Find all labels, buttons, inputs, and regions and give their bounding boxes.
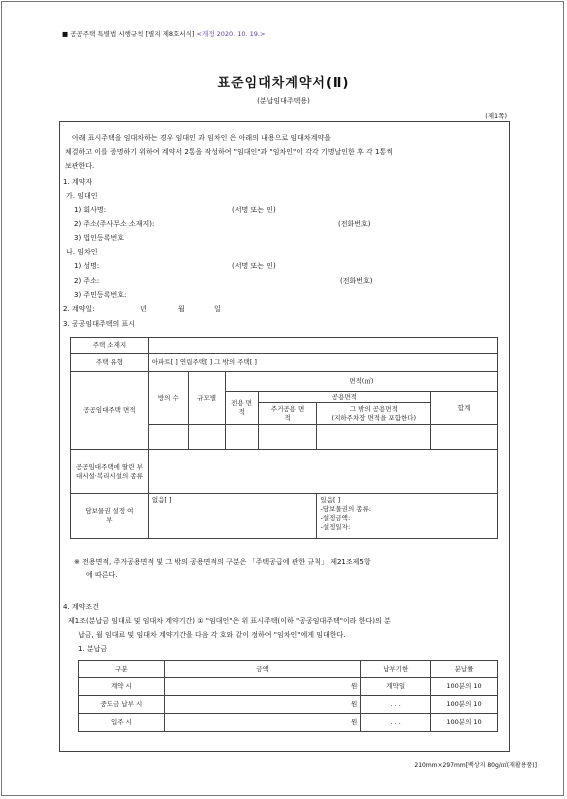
row-deadline: . . . xyxy=(361,696,431,714)
contract-year: 년 xyxy=(140,305,147,313)
location-value xyxy=(148,338,497,354)
common-area-header: 공용면적 xyxy=(258,392,431,403)
document-title: 표준임대차계약서(Ⅱ) xyxy=(217,76,350,91)
size-header: 규모별 xyxy=(188,372,225,425)
table-row xyxy=(79,678,498,696)
facilities-label: 공공임대주택에 딸린 부대시설·복리시설의 종류 xyxy=(71,450,149,494)
lessor-signature: (서명 또는 인) xyxy=(232,206,276,214)
lessor-reg-label: 3) 법인등록번호 xyxy=(74,234,124,242)
rooms-header: 방의 수 xyxy=(148,372,188,425)
row-rate: 100분의 10 xyxy=(431,678,498,696)
row-rate: 100분의 10 xyxy=(431,714,498,732)
other-common-value xyxy=(317,425,431,450)
col-deadline: 납부기한 xyxy=(361,661,431,678)
row-rate: 100분의 10 xyxy=(431,696,498,714)
row-label: 중도금 납부 시 xyxy=(79,696,165,714)
mortgage-present: 있음[ ] -담보물권의 종류: -설정금액: -설정일자: xyxy=(317,494,498,539)
exclusive-area-value xyxy=(225,425,258,450)
row-label: 계약 시 xyxy=(79,678,165,696)
size-value xyxy=(188,425,225,450)
revision-date: <개정 2020. 10. 19.> xyxy=(196,30,266,38)
contract-day: 일 xyxy=(214,305,221,313)
residential-common-header: 주거공용 면적 xyxy=(258,403,317,425)
parties-heading: 1. 계약자 xyxy=(63,178,93,186)
installment-heading: 1. 분납금 xyxy=(78,645,108,653)
type-options: 아파트[ ] 연립주택[ ] 그 밖의 주택[ ] xyxy=(148,354,497,372)
facilities-value xyxy=(148,450,497,494)
housing-table xyxy=(70,337,498,539)
area-header: 공공임대주택 면적 xyxy=(71,372,149,450)
exclusive-area-header: 전용 면적 xyxy=(225,392,258,425)
type-label: 주택 유형 xyxy=(71,354,149,372)
lessee-name-label: 1) 성명: xyxy=(74,262,100,270)
col-rate: 분납률 xyxy=(431,661,498,678)
note-line-2: 에 따른다. xyxy=(86,571,118,579)
installment-table xyxy=(78,660,498,732)
lessee-phone-label: (전화번호) xyxy=(340,277,373,285)
lessee-signature: (서명 또는 인) xyxy=(232,262,276,270)
row-deadline: . . . xyxy=(361,714,431,732)
table-row xyxy=(79,714,498,732)
contract-date-label: 2. 계약일: xyxy=(63,305,95,313)
lessee-address-label: 2) 주소: xyxy=(74,277,100,285)
paper-spec-footer: 210mm×297mm[백상지 80g/㎡(재활용품)] xyxy=(414,762,537,769)
lessor-address-label: 2) 주소(주사무소 소재지): xyxy=(74,220,155,228)
law-reference: ■ 공공주택 특별법 시행규칙 [별지 제8호서식] <개정 2020. 10. 19.> xyxy=(62,30,266,38)
col-category: 구분 xyxy=(79,661,165,678)
rooms-value xyxy=(148,425,188,450)
area-unit-header: 면적(㎡) xyxy=(225,372,497,392)
document-subtitle: (분납임대주택용) xyxy=(257,97,310,105)
row-amount: 원 xyxy=(164,678,361,696)
lessee-heading: 나. 임차인 xyxy=(66,248,98,256)
residential-common-value xyxy=(258,425,317,450)
row-amount: 원 xyxy=(164,714,361,732)
article1-line-1: 제1조(분납금 임대료 및 임대차 계약기간) ① "임대인"은 위 표시주택(이하 "공공임대주택"이라 한다)의 분 xyxy=(68,617,391,625)
housing-heading: 3. 공공임대주택의 표시 xyxy=(63,320,135,328)
lessor-name-label: 1) 회사명: xyxy=(74,206,107,214)
note-line-1: ※ 전용면적, 주거공용면적 및 그 밖의 공용면적의 구분은 「주택공급에 관한 규칙」 제21조제5항 xyxy=(74,558,371,566)
table-row xyxy=(79,696,498,714)
intro-line-3: 보관한다. xyxy=(65,162,95,170)
location-label: 주택 소재지 xyxy=(71,338,149,354)
contract-month: 월 xyxy=(178,305,185,313)
article1-line-2: 납금, 월 임대료 및 임대차 계약기간을 다음 각 호와 같이 정하여 "임차인"에게 임대한다. xyxy=(78,631,346,639)
page-indicator: (제1쪽) xyxy=(485,112,507,120)
total-value xyxy=(431,425,498,450)
lessor-phone-label: (전화번호) xyxy=(338,220,371,228)
mortgage-label: 담보물권 설정 여부 xyxy=(71,494,149,539)
row-label: 입주 시 xyxy=(79,714,165,732)
row-amount: 원 xyxy=(164,696,361,714)
lessee-reg-label: 3) 주민등록번호: xyxy=(74,291,127,299)
terms-heading: 4. 계약조건 xyxy=(63,603,99,611)
col-amount: 금액 xyxy=(164,661,361,678)
mortgage-none: 없음[ ] xyxy=(148,494,317,539)
intro-line-2: 체결하고 이를 증명하기 위하여 계약서 2통을 작성하여 "임대인"과 "임차인"이 각각 기명날인한 후 각 1통씩 xyxy=(65,148,393,156)
row-deadline: 계약일 xyxy=(361,678,431,696)
total-header: 합계 xyxy=(431,392,498,425)
intro-line-1: 아래 표시주택을 임대차하는 경우 임대인 과 임차인 은 아래의 내용으로 임대차계약을 xyxy=(72,134,331,142)
other-common-header: 그 밖의 공용면적 (지하주차장 면적을 포함한다) xyxy=(317,403,431,425)
lessor-heading: 가. 임대인 xyxy=(66,192,98,200)
